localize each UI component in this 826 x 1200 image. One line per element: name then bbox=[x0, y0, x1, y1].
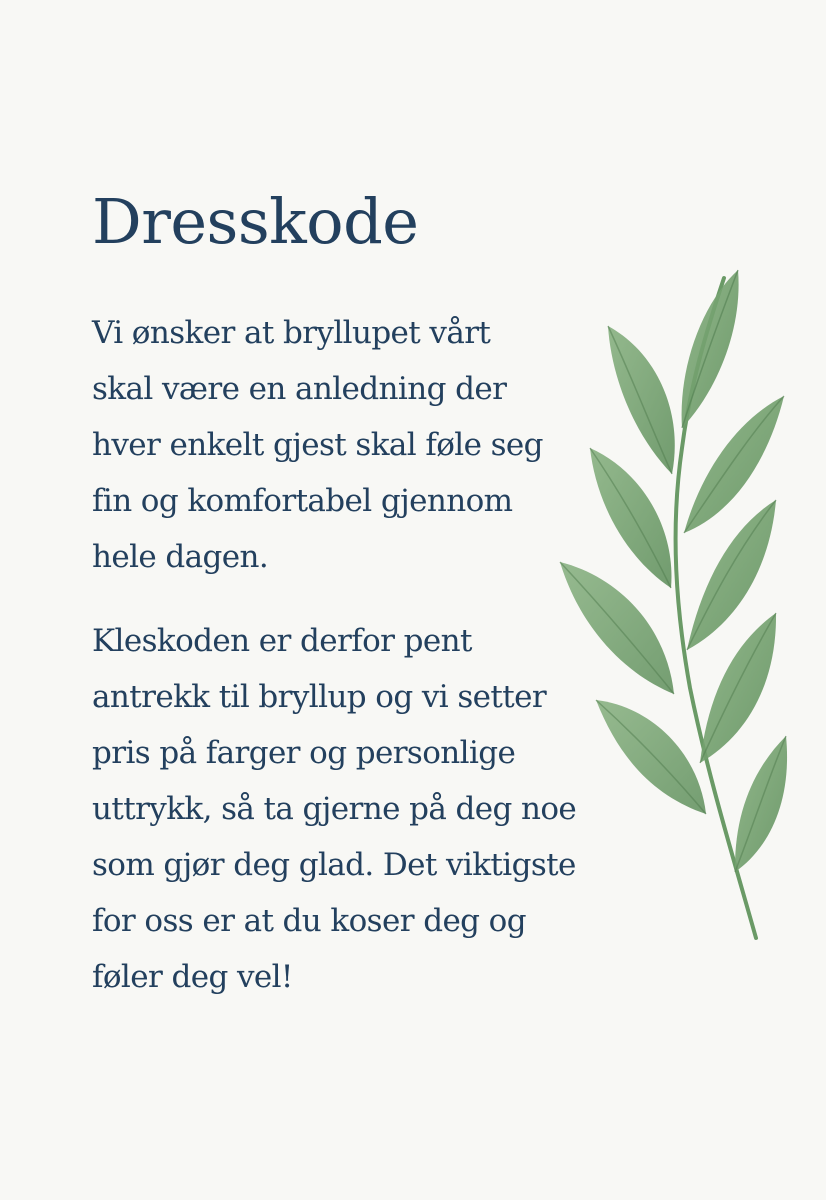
text-line: antrekk til bryllup og vi setter bbox=[92, 679, 547, 715]
text-line: uttrykk, så ta gjerne på deg noe bbox=[92, 791, 577, 827]
leaf bbox=[590, 448, 671, 588]
leaf bbox=[700, 613, 776, 763]
text-line: som gjør deg glad. Det viktigste bbox=[92, 847, 576, 883]
leaf bbox=[596, 700, 706, 814]
text-line: for oss er at du koser deg og bbox=[92, 903, 526, 939]
page-title: Dresskode bbox=[92, 185, 419, 258]
text-line: fin og komfortabel gjennom bbox=[92, 483, 513, 519]
text-line: hele dagen. bbox=[92, 539, 269, 575]
text-line: Kleskoden er derfor pent bbox=[92, 623, 472, 659]
text-line: føler deg vel! bbox=[92, 959, 293, 995]
text-line: skal være en anledning der bbox=[92, 371, 507, 407]
eucalyptus-branch-icon bbox=[548, 258, 808, 958]
text-line: Vi ønsker at bryllupet vårt bbox=[92, 315, 491, 351]
text-line: pris på farger og personlige bbox=[92, 735, 516, 771]
text-line: hver enkelt gjest skal føle seg bbox=[92, 427, 543, 463]
